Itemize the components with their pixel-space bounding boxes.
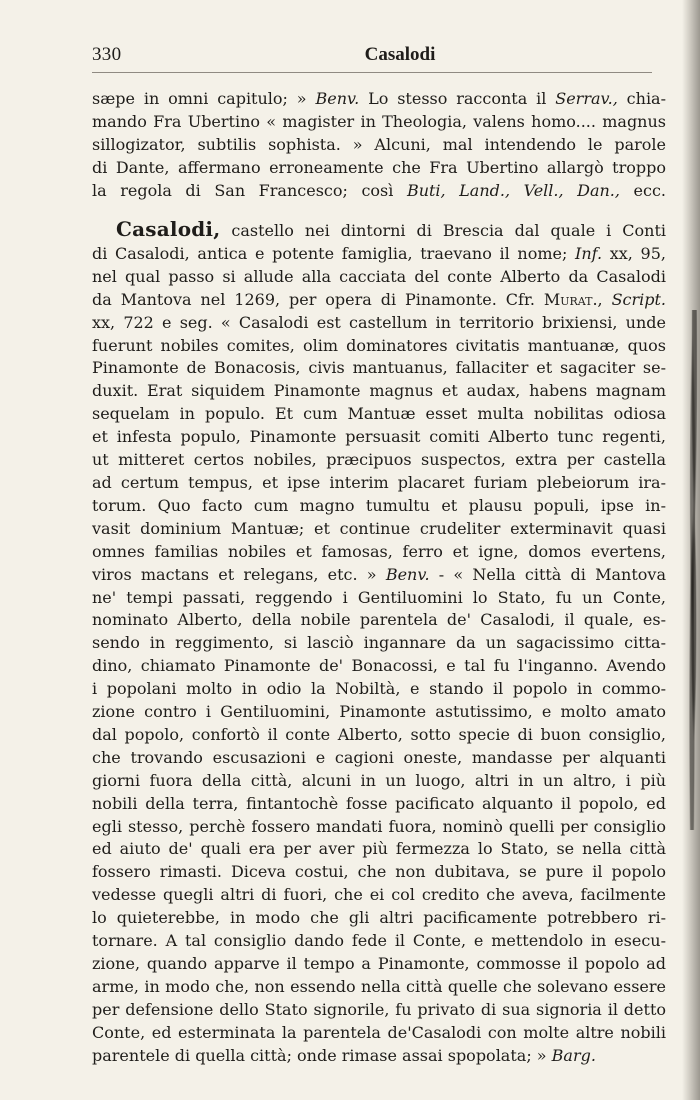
text-line <box>92 1045 666 1068</box>
text-line: xx, 722 e seg. « Casalodi est castellum in territorio brixiensi, unde <box>92 312 666 332</box>
citation-span: Script. <box>611 289 667 309</box>
page-header <box>92 40 662 72</box>
text-line <box>92 564 666 587</box>
text-span: sæpe in omni capitulo; » <box>92 89 316 108</box>
text-line: nel qual passo si allude alla cacciata del conte Alberto da Casalodi <box>92 266 666 286</box>
text-line: zione contro i Gentiluomini, Pinamonte astutissimo, e molto amato <box>92 702 666 722</box>
text-line: dal popolo, confortò il conte Alberto, sotto specie di buon consiglio, <box>92 724 666 744</box>
header-rule <box>92 72 652 73</box>
text-line: torum. Quo facto cum magno tumultu et plausu populi, ipse in- <box>92 495 666 515</box>
intro-paragraph <box>92 88 666 203</box>
text-line: sillogizator, subtilis sophista. » Alcuni, mal intendendo le parole <box>92 134 666 154</box>
text-line <box>92 243 666 266</box>
text-line: che trovando escusazioni e cagioni oneste, mandasse per alquanti <box>92 747 666 767</box>
text-line: nominato Alberto, della nobile parentela de' Casalodi, il quale, es- <box>92 610 666 630</box>
text-line: zione, quando apparve il tempo a Pinamonte, commosse il popolo ad <box>92 954 666 973</box>
text-line: ne' tempi passati, reggendo i Gentiluomini lo Stato, fu un Conte, <box>92 587 666 607</box>
text-span: , <box>597 289 612 309</box>
text-span: castello nei dintorni di Brescia dal quale i Conti <box>220 221 666 240</box>
text-line: giorni fuora della città, alcuni in un luogo, altri in un altro, i più <box>92 770 666 790</box>
text-line: ed aiuto de' quali era per aver più fermezza lo Stato, se nella città <box>92 839 666 859</box>
text-span: da Mantova nel 1269, per opera di Pinamonte. Cfr. <box>92 289 544 309</box>
citation-span: Barg. <box>551 1045 596 1065</box>
binding-stains <box>686 310 698 830</box>
text-span: chia- <box>617 89 667 108</box>
entry-heading-line <box>92 218 666 243</box>
text-line <box>92 289 666 312</box>
citation-span: Benv. <box>315 89 360 108</box>
text-line: sequelam in populo. Et cum Mantuæ esset multa nobilitas odiosa <box>92 404 666 424</box>
text-line: duxit. Erat siquidem Pinamonte magnus et audax, habens magnam <box>92 381 666 401</box>
text-span: la regola di San Francesco; così <box>92 180 407 200</box>
text-span: di Casalodi, antica e potente famiglia, traevano il nome; <box>92 243 576 263</box>
text-line: egli stesso, perchè fossero mandati fuora, nominò quelli per consiglio <box>92 816 666 836</box>
text-line: per defensione dello Stato signorile, fu privato di sua signoria il detto <box>92 999 666 1019</box>
text-line: tornare. A tal consiglio dando fede il Conte, e mettendolo in esecu- <box>92 931 666 951</box>
text-line: i popolani molto in odio la Nobiltà, e stando il popolo in commo- <box>92 679 666 699</box>
citation-span: Inf. <box>575 243 603 263</box>
text-span: ecc. <box>619 180 667 200</box>
text-line: dino, chiamato Pinamonte de' Bonacossi, e tal fu l'inganno. Avendo <box>92 656 666 676</box>
page-number: 330 <box>92 44 122 65</box>
citation-span: Serrav., <box>555 89 618 108</box>
text-line: et infesta populo, Pinamonte persuasit comiti Alberto tunc regenti, <box>92 427 666 447</box>
text-line: omnes familias nobiles et famosas, ferro et igne, domos evertens, <box>92 541 666 561</box>
text-line: mando Fra Ubertino « magister in Theologia, valens homo.... magnus <box>92 111 666 131</box>
text-span: xx, 95, <box>602 243 666 263</box>
citation-span: Benv. <box>385 564 430 584</box>
text-span: - « Nella città di Mantova <box>429 564 667 584</box>
text-span: viros mactans et relegans, etc. » <box>92 564 386 584</box>
text-line: ad certum tempus, et ipse interim placaret furiam plebeiorum ira- <box>92 472 666 492</box>
text-line: lo quieterebbe, in modo che gli altri pacificamente potrebbero ri- <box>92 908 666 928</box>
author-abbreviation: Murat. <box>543 289 598 309</box>
text-line: nobili della terra, fintantochè fosse pacificato alquanto il popolo, ed <box>92 793 666 813</box>
text-line: vedesse quegli altri di fuori, che ei col credito che aveva, facilmente <box>92 885 666 905</box>
citation-span: Buti, Land., Vell., Dan., <box>406 180 620 200</box>
text-line: fossero rimasti. Diceva costui, che non dubitava, se pure il popolo <box>92 862 666 882</box>
entry-heading: Casalodi, <box>116 217 221 241</box>
text-line: di Dante, affermano erroneamente che Fra Ubertino allargò troppo <box>92 157 666 177</box>
text-line: fuerunt nobiles comites, olim dominatores civitatis mantuanæ, quos <box>92 335 666 355</box>
text-line: ut mitteret certos nobiles, præcipuos suspectos, extra per castella <box>92 450 666 470</box>
text-line <box>92 180 666 203</box>
text-line: vasit dominium Mantuæ; et continue crudeliter exterminavit quasi <box>92 518 666 538</box>
running-head: Casalodi <box>364 44 436 65</box>
text-span: Lo stesso racconta il <box>359 89 556 108</box>
text-line: sendo in reggimento, si lasciò ingannare da un sagacissimo citta- <box>92 633 666 653</box>
text-line <box>92 88 666 111</box>
entry-casalodi <box>92 218 666 1068</box>
text-line: arme, in modo che, non essendo nella città quelle che solevano essere <box>92 976 666 996</box>
text-line: Conte, ed esterminata la parentela de'Casalodi con molte altre nobili <box>92 1022 666 1042</box>
text-line: Pinamonte de Bonacosis, civis mantuanus, fallaciter et sagaciter se- <box>92 358 666 378</box>
text-span: parentele di quella città; onde rimase assai spopolata; » <box>92 1045 552 1065</box>
